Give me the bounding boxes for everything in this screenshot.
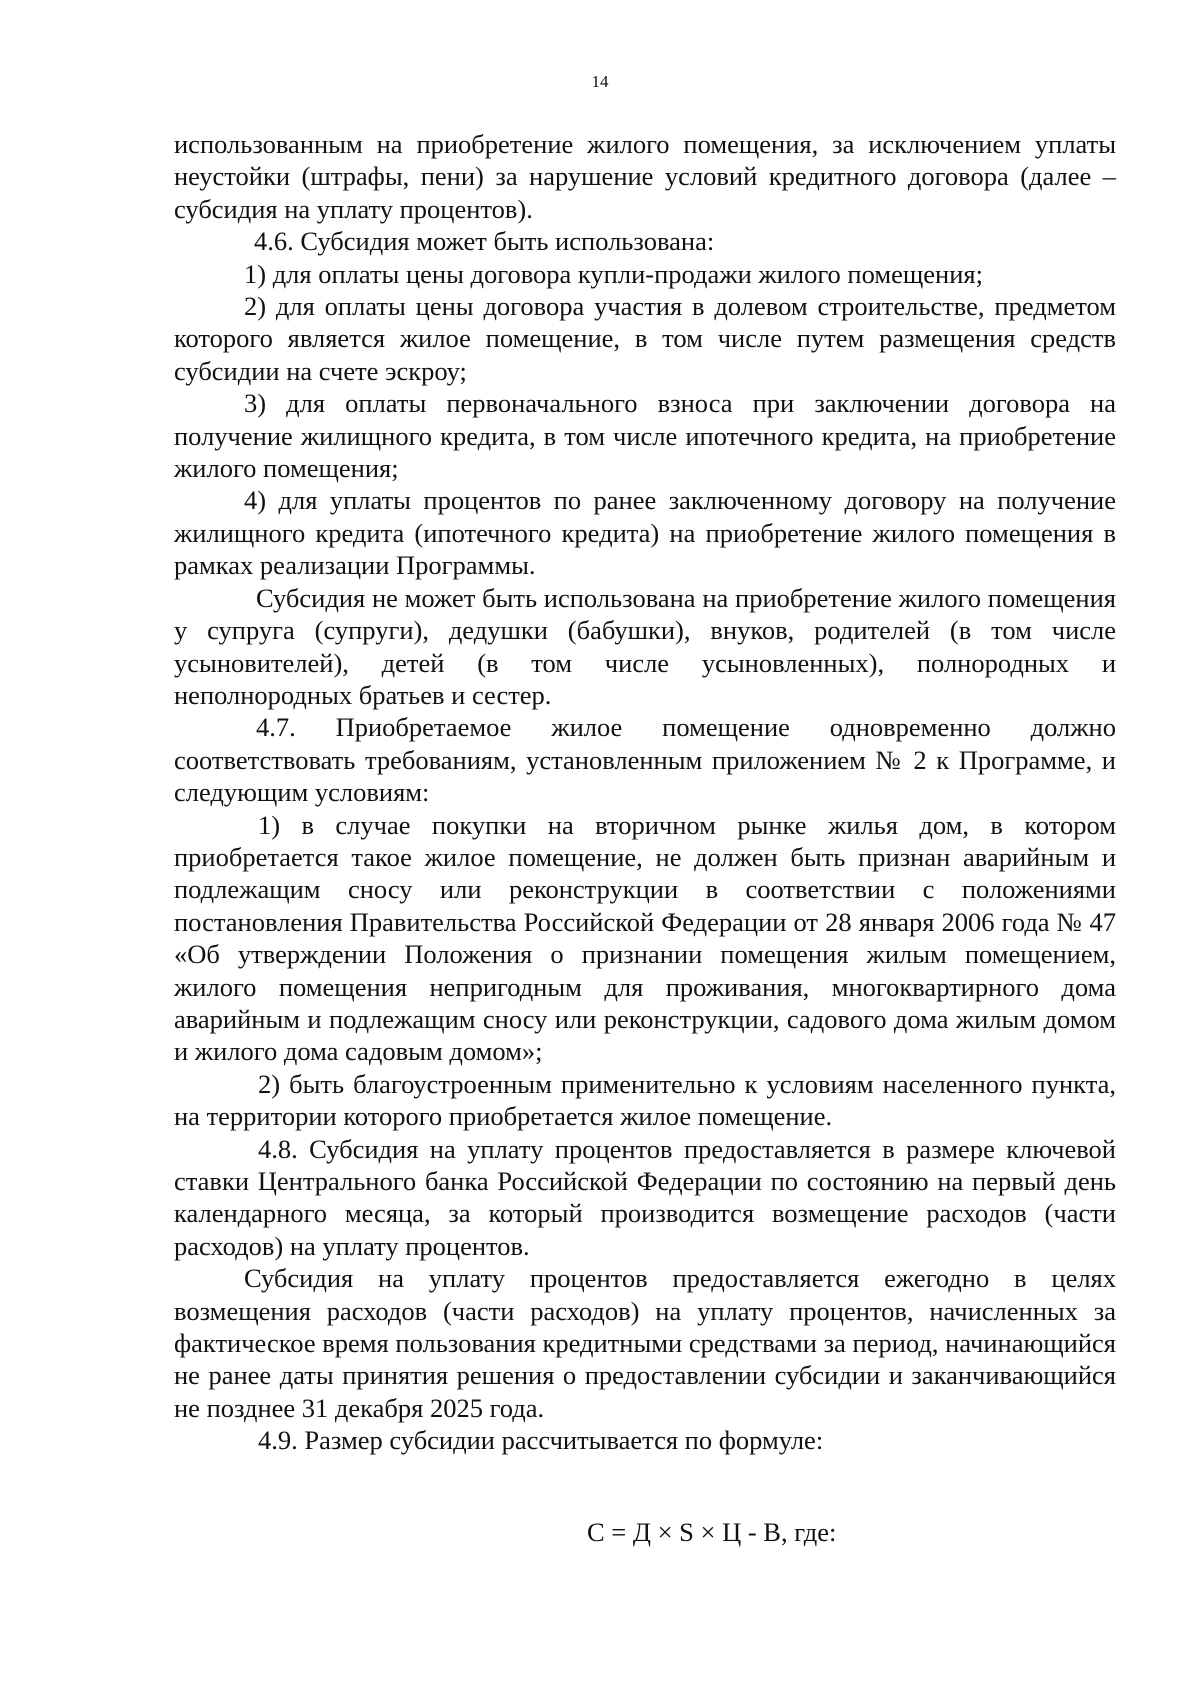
paragraph-5: 3) для оплаты первоначального взноса при заключении договора на получение жилищного кредита, в том числе ипотечного кредита, на приобретение жилого помещения; [174, 388, 1116, 484]
paragraph-11: 4.8. Субсидия на уплату процентов предоставляется в размере ключевой ставки Центрального банка Российской Федерации по состоянию на первый день календарного месяца, за который производится возмещение расходов (части расходов) на уплату процентов. [174, 1133, 1116, 1261]
paragraph-10: 2) быть благоустроенным применительно к условиям населенного пункта, на территории которого приобретается жилое помещение. [174, 1068, 1116, 1132]
paragraph-9: 1) в случае покупки на вторичном рынке жилья дом, в котором приобретается такое жилое помещение, не должен быть признан аварийным и подлежащим сносу или реконструкции в соответствии с положениями постановления Правительства Российской Федерации от 28 января 2006 года № 47 «Об утверждении Положения о признании помещения жилым помещением, жилого помещения непригодным для проживания, многоквартирного дома аварийным и подлежащим сносу или реконструкции, садового дома жилым домом и жилого дома садовым домом»; [174, 809, 1116, 1067]
paragraph-3: 1) для оплаты цены договора купли-продажи жилого помещения; [244, 258, 983, 289]
paragraph-2: 4.6. Субсидия может быть использована: [254, 226, 715, 257]
paragraph-12: Субсидия на уплату процентов предоставляется ежегодно в целях возмещения расходов (части расходов) на уплату процентов, начисленных за фактическое время пользования кредитными средствами за период, начинающийся не ранее даты принятия решения о предоставлении субсидии и заканчивающийся не позднее 31 декабря 2025 года. [174, 1263, 1116, 1423]
paragraph-4: 2) для оплаты цены договора участия в долевом строительстве, предметом которого является жилое помещение, в том числе путем размещения средств субсидии на счете эскроу; [174, 291, 1116, 386]
paragraph-1: использованным на приобретение жилого помещения, за исключением уплаты неустойки (штрафы, пени) за нарушение условий кредитного договора (далее – субсидия на уплату процентов). [174, 129, 1116, 224]
paragraph-8: 4.7. Приобретаемое жилое помещение одновременно должно соответствовать требованиям, установленным приложением № 2 к Программе, и следующим условиям: [174, 712, 1116, 808]
paragraph-7: Субсидия не может быть использована на приобретение жилого помещения у супруга (супруги), дедушки (бабушки), внуков, родителей (в том числе усыновителей), детей (в том числе усыновленных), полнородных и неполнородных братьев и сестер. [174, 582, 1116, 710]
subsidy-formula: С = Д × S × Ц - В, где: [587, 1517, 837, 1547]
page-number: 14 [591, 72, 609, 91]
paragraph-13: 4.9. Размер субсидии рассчитывается по формуле: [258, 1425, 824, 1456]
paragraph-6: 4) для уплаты процентов по ранее заключенному договору на получение жилищного кредита (ипотечного кредита) на приобретение жилого помещения в рамках реализации Программы. [174, 485, 1116, 581]
document-body [174, 128, 1116, 1457]
